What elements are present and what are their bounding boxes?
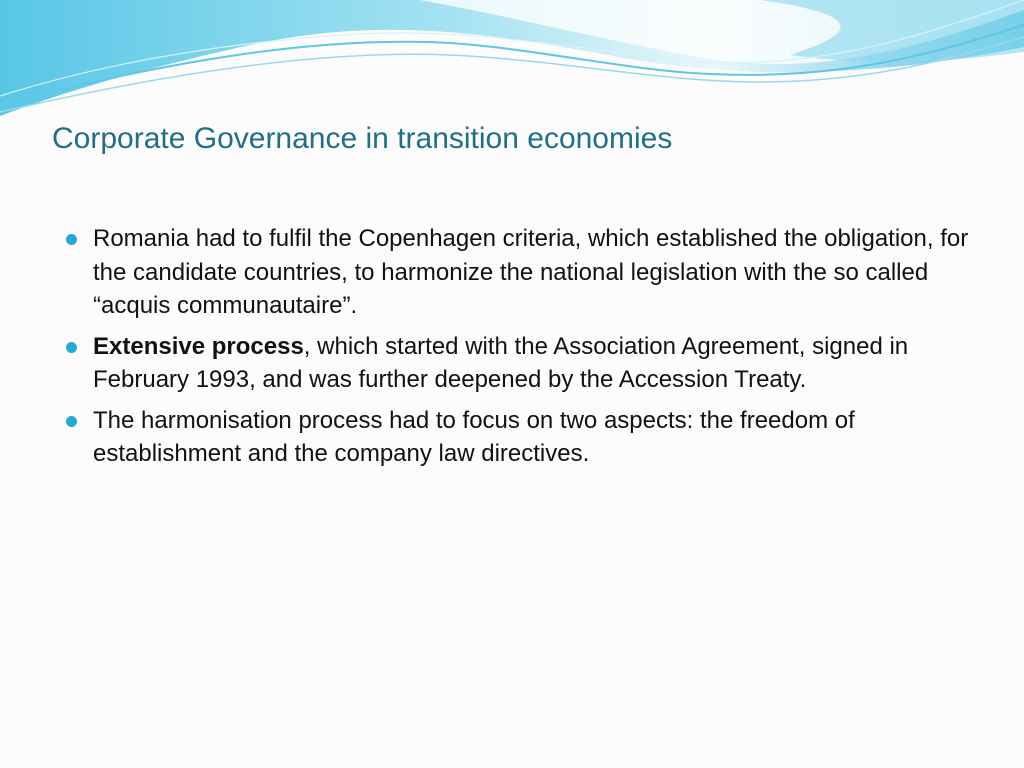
bullet-dot-icon — [66, 234, 77, 245]
decorative-wave-header — [0, 0, 1024, 120]
bullet-list — [63, 222, 983, 478]
bullet-text: , which started with the Association Agreement, signed in February 1993, and was further deepened by the Accession Treaty. — [93, 332, 909, 393]
bullet-text: Romania had to fulfil the Copenhagen criteria, which established the obligation, for the candidate countries, to harmonize the national legislation with the so called “acquis communautaire”. — [93, 225, 969, 319]
slide-title: Corporate Governance in transition economies — [52, 122, 673, 155]
bullet-dot-icon — [66, 416, 77, 427]
bullet-item-copenhagen-criteria — [63, 222, 983, 323]
bullet-text: The harmonisation process had to focus on two aspects: the freedom of establishment and the company law directives. — [93, 406, 855, 467]
bullet-item-extensive-process — [63, 330, 983, 397]
bullet-item-harmonisation-process — [63, 404, 983, 471]
bullet-bold-text: Extensive process — [93, 332, 304, 360]
bullet-dot-icon — [66, 342, 77, 353]
